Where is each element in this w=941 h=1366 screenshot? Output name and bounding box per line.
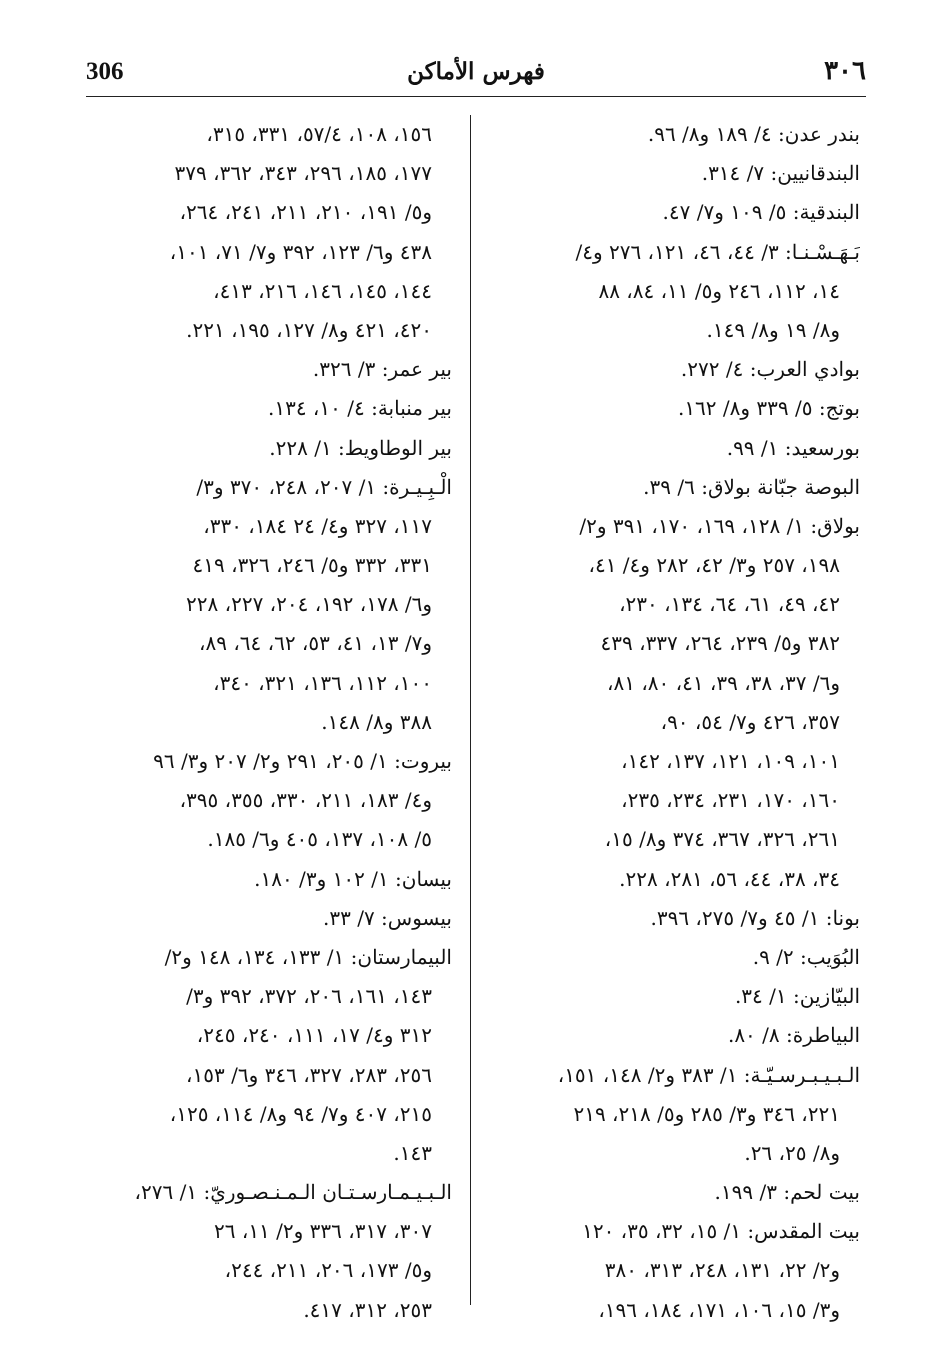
page-number-arabic: ٣٠٦ bbox=[824, 56, 866, 86]
index-entry-continuation: ٣٠٧، ٣١٧، ٣٣٦ و٢/ ١١، ٢٦ bbox=[214, 1219, 432, 1244]
index-entry: بوتج: ٥/ ٣٣٩ و٨/ ١٦٢. bbox=[677, 396, 860, 421]
index-entry-continuation: ١٧٧، ١٨٥، ٢٩٦، ٣٤٣، ٣٦٢، ٣٧٩ bbox=[174, 161, 432, 186]
header-rule bbox=[86, 96, 866, 97]
index-entry-continuation: ٣٤، ٣٨، ٤٤، ٥٦، ٢٨١، ٢٢٨. bbox=[619, 866, 840, 891]
index-entry: البياطرة: ٨/ ٨٠. bbox=[727, 1023, 860, 1048]
index-entry: بيسان: ١/ ١٠٢ و٣/ ١٨٠. bbox=[254, 866, 452, 891]
index-entry-continuation: ١٦٠، ١٧٠، ٢٣١، ٢٣٤، ٢٣٥، bbox=[621, 788, 840, 813]
index-entry: بير منبابة: ٤/ ١٠، ١٣٤. bbox=[267, 396, 452, 421]
index-entry-continuation: و٦/ ٣٧، ٣٨، ٣٩، ٤١، ٨٠، ٨١، bbox=[607, 670, 840, 695]
index-entry-continuation: ١٤٣، ١٦١، ٢٠٦، ٣٧٢، ٣٩٢ و٣/ bbox=[186, 984, 432, 1009]
index-entry-continuation: ٣٨٢ و٥/ ٢٣٩، ٢٦٤، ٣٣٧، ٤٣٩ bbox=[600, 631, 840, 656]
index-entry: الـبـيـمـارسـتـان الـمـنـصـوريّ: ١/ ٢٧٦، bbox=[134, 1180, 452, 1205]
index-entry-continuation: و٨/ ٢٥، ٢٦. bbox=[744, 1140, 840, 1165]
index-entry: البُوَيب: ٢/ ٩. bbox=[752, 944, 860, 969]
index-entry: البندقية: ٥/ ١٠٩ و٧/ ٤٧. bbox=[662, 200, 860, 225]
index-entry: بيت لحم: ٣/ ١٩٩. bbox=[714, 1180, 860, 1205]
index-entry: بونا: ١/ ٤٥ و٧/ ٢٧٥، ٣٩٦. bbox=[650, 905, 860, 930]
index-entry: بَـهَـسْـنـا: ٣/ ٤٤، ٤٦، ١٢١، ٢٧٦ و٤/ bbox=[575, 239, 860, 264]
index-entry-continuation: و٨/ ١٩ و٨/ ١٤٩. bbox=[706, 317, 840, 342]
index-entry-continuation: ٢٦١، ٣٢٦، ٣٦٧، ٣٧٤ و٨/ ١٥، bbox=[604, 827, 840, 852]
index-column-left bbox=[86, 115, 452, 1330]
index-entry: بير الوطاويط: ١/ ٢٢٨. bbox=[269, 435, 452, 460]
index-entry-continuation: ٣٥٧، ٤٢٦ و٧/ ٥٤، ٩٠، bbox=[660, 709, 840, 734]
index-entry-continuation: و٥/ ١٩١، ٢١٠، ٢١١، ٢٤١، ٢٦٤، bbox=[179, 200, 432, 225]
index-entry: بيت المقدس: ١/ ١٥، ٣٢، ٣٥، ١٢٠ bbox=[582, 1219, 860, 1244]
index-entry-continuation: ٢١٥، ٤٠٧ و٧/ ٩٤ و٨/ ١١٤، ١٢٥، bbox=[169, 1101, 432, 1126]
index-column-right bbox=[496, 115, 860, 1330]
index-entry-continuation: و٤/ ١٨٣، ٢١١، ٣٣٠، ٣٥٥، ٣٩٥، bbox=[179, 788, 432, 813]
index-entry: بيسوس: ٧/ ٣٣. bbox=[323, 905, 452, 930]
page-number-latin: 306 bbox=[86, 58, 124, 85]
index-entry-continuation: ٤٣٨ و٦/ ١٢٣، ٣٩٢ و٧/ ٧١، ١٠١، bbox=[169, 239, 432, 264]
index-entry: البيمارستان: ١/ ١٣٣، ١٣٤، ١٤٨ و٢/ bbox=[164, 944, 452, 969]
index-entry-continuation: و٦/ ١٧٨، ١٩٢، ٢٠٤، ٢٢٧، ٢٢٨ bbox=[186, 592, 432, 617]
running-title: فهرس الأماكن bbox=[407, 58, 545, 85]
index-entry: البندقانيين: ٧/ ٣١٤. bbox=[701, 161, 860, 186]
index-entry-continuation: ٢٢١، ٣٤٦ و٣/ ٢٨٥ و٥/ ٢١٨، ٢١٩ bbox=[573, 1101, 840, 1126]
index-entry-continuation: ١٥٦، ١٠٨، ٥٧/٤، ٣٣١، ٣١٥، bbox=[206, 122, 432, 146]
index-entry-continuation: ١٤٣. bbox=[393, 1140, 432, 1165]
index-entry: الْـبِـيـرة: ١/ ٢٠٧، ٢٤٨، ٣٧٠ و٣/ bbox=[196, 474, 452, 499]
index-entry-continuation: ١٠١، ١٠٩، ١٢١، ١٣٧، ١٤٢، bbox=[621, 749, 840, 773]
index-entry: بوادي العرب: ٤/ ٢٧٢. bbox=[680, 357, 860, 382]
index-entry-continuation: و٢/ ٢٢، ١٣١، ٢٤٨، ٣١٣، ٣٨٠ bbox=[604, 1258, 840, 1283]
index-entry-continuation: و٧/ ١٣، ٤١، ٥٣، ٦٢، ٦٤، ٨٩، bbox=[199, 631, 432, 656]
index-entry-continuation: ١٩٨، ٢٥٧ و٣/ ٤٢، ٢٨٢ و٤/ ٤١، bbox=[588, 553, 840, 578]
index-entry: بولاق: ١/ ١٢٨، ١٦٩، ١٧٠، ٣٩١ و٢/ bbox=[579, 513, 860, 538]
index-entry-continuation: ١٤٤، ١٤٥، ١٤٦، ٢١٦، ٤١٣، bbox=[213, 278, 432, 303]
index-entry-continuation: ٣٨٨ و٨/ ١٤٨. bbox=[321, 709, 432, 734]
index-entry: البيّازين: ١/ ٣٤. bbox=[734, 984, 860, 1009]
index-entry-continuation: ٥/ ١٠٨، ١٣٧، ٤٠٥ و٦/ ١٨٥. bbox=[207, 827, 432, 852]
index-entry-continuation: ١١٧، ٣٢٧ و٤/ ٢٤ ١٨٤، ٣٣٠، bbox=[203, 513, 432, 538]
index-entry: بير عمر: ٣/ ٣٢٦. bbox=[312, 357, 452, 382]
index-entry: البوصة جبّانة بولاق: ٦/ ٣٩. bbox=[643, 474, 860, 499]
index-entry: بندر عدن: ٤/ ١٨٩ و٨/ ٩٦. bbox=[647, 122, 860, 146]
index-entry-continuation: ٣٣١، ٣٣٢ و٥/ ٢٤٦، ٣٢٦، ٤١٩ bbox=[192, 553, 432, 578]
index-entry-continuation: ١٠٠، ١١٢، ١٣٦، ٣٢١، ٣٤٠، bbox=[213, 670, 432, 695]
index-entry-continuation: ٤٢٠، ٤٢١ و٨/ ١٢٧، ١٩٥، ٢٢١. bbox=[186, 317, 432, 342]
index-entry-continuation: ٣١٢ و٤/ ١٧، ١١١، ٢٤٠، ٢٤٥، bbox=[196, 1023, 432, 1048]
index-entry: بورسعيد: ١/ ٩٩. bbox=[726, 435, 860, 460]
index-entry: بيروت: ١/ ٢٠٥، ٢٩١ و٢/ ٢٠٧ و٣/ ٩٦ bbox=[153, 749, 452, 773]
index-entry-continuation: ٤٢، ٤٩، ٦١، ٦٤، ١٣٤، ٢٣٠، bbox=[619, 592, 840, 617]
index-entry: الـبـيـبـرسـيّـة: ١/ ٣٨٣ و٢/ ١٤٨، ١٥١، bbox=[557, 1062, 860, 1087]
page-header bbox=[86, 52, 866, 92]
index-entry-continuation: و٥/ ١٧٣، ٢٠٦، ٢١١، ٢٤٤، bbox=[224, 1258, 432, 1283]
column-divider bbox=[470, 115, 471, 1305]
index-entry-continuation: ٢٥٦، ٢٨٣، ٣٢٧، ٣٤٦ و٦/ ١٥٣، bbox=[186, 1062, 432, 1087]
index-entry-continuation: و٣/ ١٥، ١٠٦، ١٧١، ١٨٤، ١٩٦، bbox=[598, 1297, 840, 1322]
index-entry-continuation: ٢٥٣، ٣١٢، ٤١٧. bbox=[303, 1297, 432, 1322]
index-entry-continuation: ١٤، ١١٢، ٢٤٦ و٥/ ١١، ٨٤، ٨٨ bbox=[598, 278, 840, 303]
